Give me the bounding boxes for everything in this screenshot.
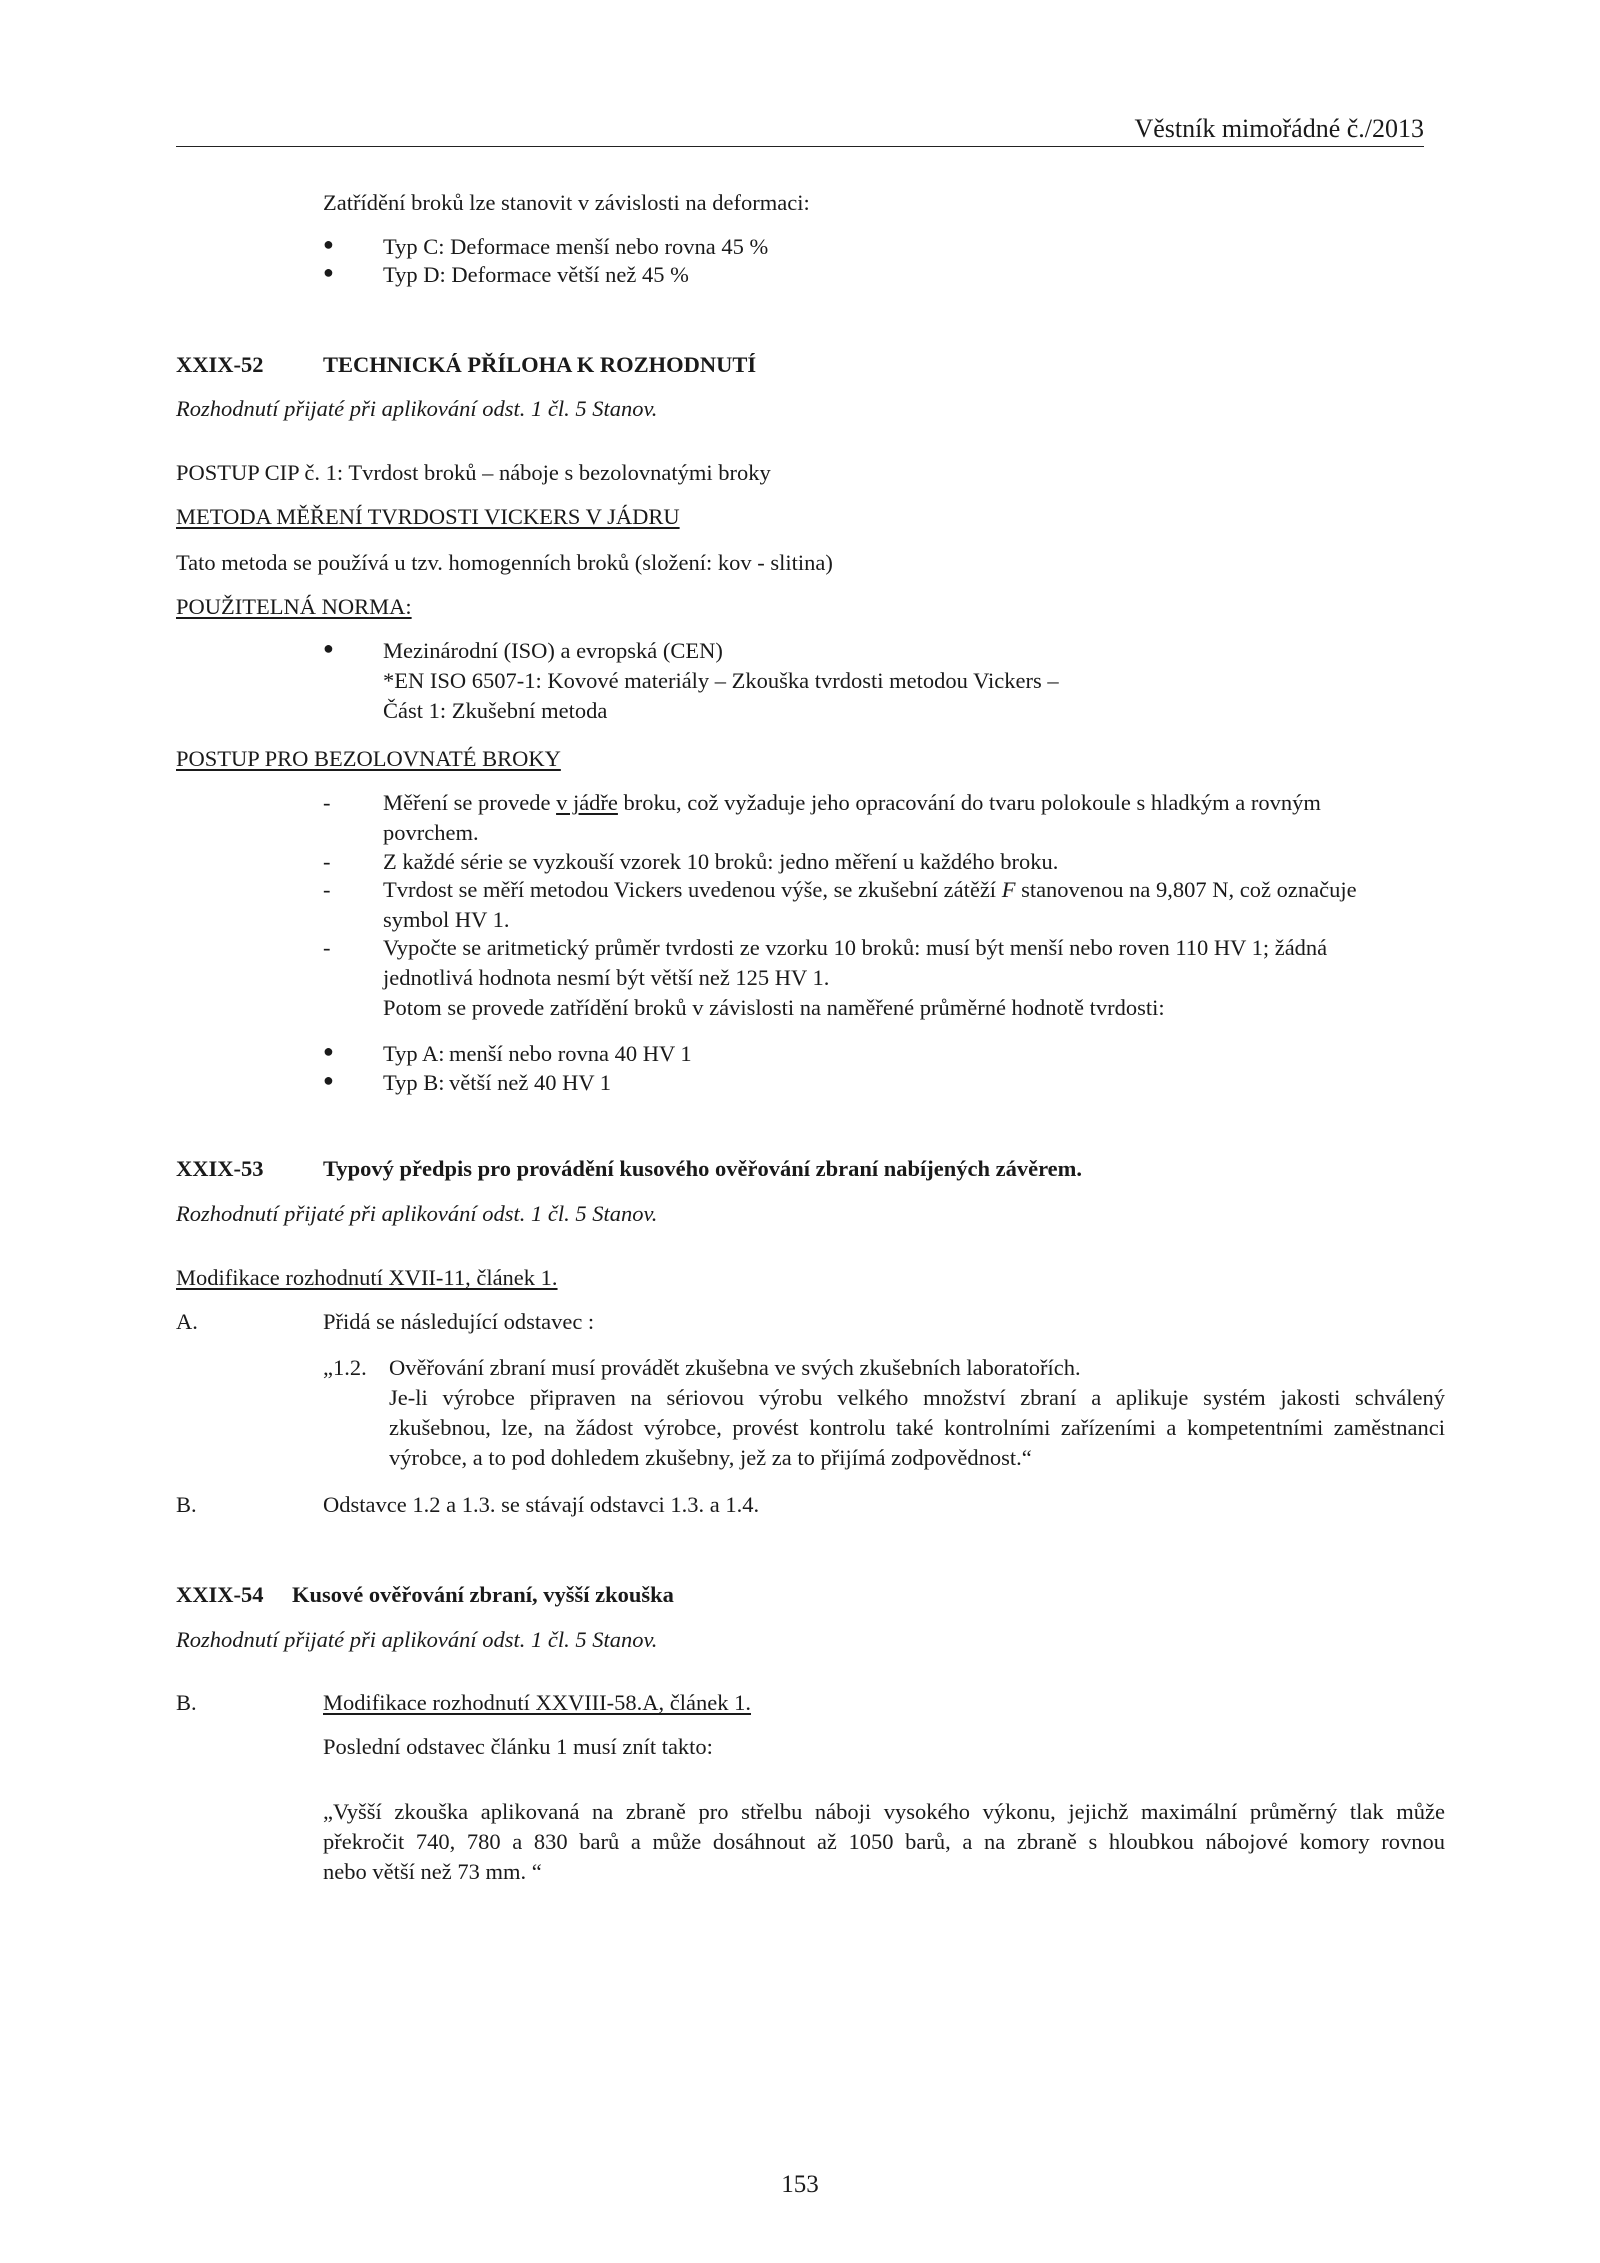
page-number: 153 (781, 2171, 819, 2198)
quote-line-1: Ověřování zbraní musí provádět zkušebna ve svých zkušebních laboratořích. (389, 1355, 1081, 1380)
step-1-text-b: broku, což vyžaduje jeho opracování do tvaru polokoule s hladkým a rovným (617, 790, 1321, 815)
section-53-decision: Rozhodnutí přijaté při aplikování odst. 1 čl. 5 Stanov. (176, 1201, 658, 1226)
bullet-icon: ● (323, 234, 334, 254)
dash-bullet: - (323, 849, 331, 874)
section-53-a-label: A. (176, 1309, 198, 1334)
step-1-underlined: v jádře (556, 790, 618, 815)
bullet-icon: ● (323, 638, 334, 658)
section-54-code: XXIX-54 (176, 1582, 264, 1607)
step-2-text: Z každé série se vyzkouší vzorek 10 broků: jedno měření u každého broku. (383, 849, 1059, 874)
norm-heading: POUŽITELNÁ NORMA: (176, 594, 412, 619)
step-4-text-c: Potom se provede zatřídění broků v závislosti na naměřené průměrné hodnotě tvrdosti: (383, 995, 1165, 1021)
dash-bullet: - (323, 790, 331, 815)
procedure-heading: POSTUP PRO BEZOLOVNATÉ BROKY (176, 746, 561, 771)
type-a-value: menší nebo rovna 40 HV 1 (449, 1041, 692, 1066)
section-54-quote-line-2: překročit 740, 780 a 830 barů a může dosáhnout až 1050 barů, a na zbraně s hloubkou nábojové komory rovnou (323, 1829, 1445, 1855)
section-54-quote-line-3: nebo větší než 73 mm. “ (323, 1859, 542, 1885)
section-54-decision: Rozhodnutí přijaté při aplikování odst. 1 čl. 5 Stanov. (176, 1627, 658, 1652)
section-53-code: XXIX-53 (176, 1156, 264, 1181)
method-heading: METODA MĚŘENÍ TVRDOSTI VICKERS V JÁDRU (176, 504, 680, 529)
quote-line-2: Je-li výrobce připraven na sériovou výrobu velkého množství zbraní a aplikuje systém jakosti schválený (389, 1385, 1445, 1411)
step-3-symbol: F (1001, 877, 1016, 902)
norm-item (323, 636, 1059, 726)
section-52-title: TECHNICKÁ PŘÍLOHA K ROZHODNUTÍ (323, 352, 757, 377)
step-3-text-c: symbol HV 1. (383, 907, 510, 933)
step-4-text-a: Vypočte se aritmetický průměr tvrdosti ze vzorku 10 broků: musí být menší nebo roven 110 HV 1; žádná (383, 935, 1328, 960)
header-title: Věstník mimořádné č./2013 (1134, 114, 1424, 143)
section-52-decision: Rozhodnutí přijaté při aplikování odst. 1 čl. 5 Stanov. (176, 396, 658, 421)
intro-bullet-c (323, 232, 768, 262)
step-4 (323, 933, 1327, 1023)
section-52-code: XXIX-52 (176, 352, 264, 377)
method-text: Tato metoda se používá u tzv. homogenních broků (složení: kov - slitina) (176, 550, 833, 575)
step-3-text-b: stanovenou na 9,807 N, což označuje (1015, 877, 1357, 902)
section-53-a-text: Přidá se následující odstavec : (323, 1309, 595, 1334)
section-53-title: Typový předpis pro provádění kusového ověřování zbraní nabíjených závěrem. (323, 1156, 1083, 1181)
section-54-quote (323, 1797, 1445, 1887)
quote-paragraph (323, 1353, 1445, 1474)
step-3 (323, 875, 1357, 935)
dash-bullet: - (323, 935, 331, 960)
step-4-text-b: jednotlivá hodnota nesmí být větší než 125 HV 1. (383, 965, 830, 991)
norm-line-2: *EN ISO 6507-1: Kovové materiály – Zkouška tvrdosti metodou Vickers – (383, 668, 1059, 694)
step-3-text-a: Tvrdost se měří metodou Vickers uvedenou výše, se zkušební zátěží (383, 877, 1002, 902)
type-b-label: Typ B: (383, 1070, 445, 1095)
section-53-b-text: Odstavce 1.2 a 1.3. se stávají odstavci 1.3. a 1.4. (323, 1492, 760, 1517)
norm-line-3: Část 1: Zkušební metoda (383, 698, 608, 724)
section-54-b-label: B. (176, 1690, 197, 1715)
quote-line-4: výrobce, a to pod dohledem zkušebny, jež za to přijímá zodpovědnost.“ (389, 1445, 1032, 1471)
section-53-b-label: B. (176, 1492, 197, 1517)
intro-bullet-c-text: Typ C: Deformace menší nebo rovna 45 % (383, 234, 769, 259)
type-a-label: Typ A: (383, 1041, 445, 1066)
bullet-icon: ● (323, 262, 334, 282)
header-rule (176, 146, 1424, 147)
bullet-icon: ● (323, 1041, 334, 1061)
type-a-item (323, 1039, 692, 1069)
quote-line-3: zkušebnou, lze, na žádost výrobce, provést kontrolu také kontrolními zařízeními a kompetentními zaměstnanci (389, 1415, 1445, 1441)
step-1-text-c: povrchem. (383, 820, 479, 846)
intro-bullet-d (323, 260, 689, 290)
section-54-modification: Modifikace rozhodnutí XXVIII-58.A, článek 1. (323, 1690, 751, 1715)
section-54-quote-line-1: „Vyšší zkouška aplikovaná na zbraně pro střelbu náboji vysokého výkonu, jejichž maximální průměrný tlak může (323, 1799, 1445, 1824)
norm-line-1: Mezinárodní (ISO) a evropská (CEN) (383, 638, 723, 663)
section-54-title: Kusové ověřování zbraní, vyšší zkouška (292, 1582, 674, 1607)
section-53-modification: Modifikace rozhodnutí XVII-11, článek 1. (176, 1265, 558, 1290)
quote-number: „1.2. (323, 1355, 367, 1380)
step-1-text-a: Měření se provede (383, 790, 557, 815)
bullet-icon: ● (323, 1070, 334, 1090)
type-b-value: větší než 40 HV 1 (449, 1070, 612, 1095)
intro-bullet-d-text: Typ D: Deformace větší než 45 % (383, 262, 689, 287)
step-1 (323, 788, 1321, 848)
step-2 (323, 847, 1058, 877)
type-b-item (323, 1068, 611, 1098)
section-54-text: Poslední odstavec článku 1 musí znít takto: (323, 1734, 713, 1759)
dash-bullet: - (323, 877, 331, 902)
intro-sentence: Zatřídění broků lze stanovit v závislosti na deformaci: (323, 190, 810, 215)
procedure-title: POSTUP CIP č. 1: Tvrdost broků – náboje s bezolovnatými broky (176, 460, 771, 485)
